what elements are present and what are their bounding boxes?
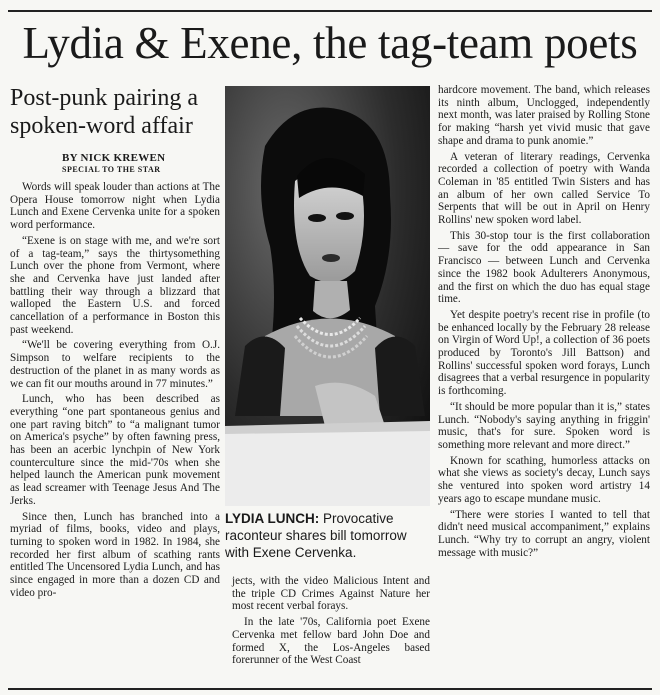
top-rule <box>8 10 652 12</box>
paragraph: A veteran of literary readings, Cervenka recorded a collection of poetry with Wanda Coleman in '85 entitled Twin Sisters and has an album of her own called Service To Serpents that will be out in April on Henry Rollins' new spoken word label. <box>438 150 650 227</box>
headline: Lydia & Exene, the tag-team poets <box>22 18 638 68</box>
paragraph: Words will speak louder than actions at The Opera House tomorrow night when Lydia Lunch and Exene Cervenka unite for a spoken word performance. <box>10 181 220 232</box>
paragraph: Lunch, who has been described as everything “one part spontaneous genius and one part raving bitch” to “a malignant tumor on America's psyche” by often fawning press, has been an acerbic lynchpin of New York counterculture since the mid-'70s when she helped launch the American punk movement as lead screamer with Teenage Jesus And The Jerks. <box>10 393 220 507</box>
caption-subject: LYDIA LUNCH: <box>225 511 320 526</box>
caption-text: Provocative raconteur shares bill tomorrow with Exene Cervenka. <box>225 511 407 560</box>
article-column-1 <box>10 181 220 603</box>
paragraph: “Exene is on stage with me, and we're sort of a tag-team,” says the thirtysomething Lunch over the phone from Vermont, where she and Cervenka have just landed after battling their way through a blizzard that walloped the Eastern U.S. and forced cancellation of a performance in Boston this past weekend. <box>10 234 220 336</box>
paragraph: This 30-stop tour is the first collaboration — save for the odd appearance in San Francisco — between Lunch and Cervenka since the 1982 book Adulterers Anonymous, and the first on which the duo has equal stage time. <box>438 229 650 306</box>
paragraph: jects, with the video Malicious Intent and the triple CD Crimes Against Nature her most recent verbal forays. <box>232 575 430 613</box>
bottom-rule <box>8 688 652 690</box>
byline <box>62 152 222 176</box>
paragraph: Since then, Lunch has branched into a myriad of films, books, video and plays, turning to spoken word in 1982. In 1984, she recorded her first album of scathing rants entitled The Uncensored Lydia Lunch, and has since engaged in more than a dozen CD and video pro- <box>10 510 220 599</box>
paragraph: “There were stories I wanted to tell that didn't need musical accompaniment,” explains Lunch. “Why try to corrupt an angry, violent message with music?” <box>438 508 650 559</box>
paragraph: “We'll be covering everything from O.J. Simpson to welfare recipients to the destruction of the planet in as many words as we can fit our mouths around in 77 minutes.” <box>10 339 220 390</box>
photo-caption <box>225 510 430 561</box>
deck-subheadline: Post-punk pairing a spoken-word affair <box>10 85 198 139</box>
paragraph: Known for scathing, humorless attacks on what she views as society's decay, Lunch says she ventured into spoken word artistry 14 years ago to escape mundane music. <box>438 454 650 505</box>
article-column-3 <box>438 84 650 562</box>
byline-affiliation: SPECIAL TO THE STAR <box>62 165 161 174</box>
photo-lydia-lunch <box>225 86 430 506</box>
paragraph: In the late '70s, California poet Exene Cervenka met fellow bard John Doe and formed X, the Los-Angeles based forerunner of the West Coast <box>232 616 430 667</box>
paragraph: Yet despite poetry's recent rise in profile (to be enhanced locally by the February 28 release on Virgin of Word Up!, a collection of 36 poets produced by Toronto's Jill Battson) and Rollins' successful spoken word forays, Lunch disagrees that a verbal resurgence in popularity is forthcoming. <box>438 308 650 398</box>
byline-author: BY NICK KREWEN <box>62 152 166 164</box>
paragraph: “It should be more popular than it is,” states Lunch. “Nobody's saying anything in friggin' music, that's for sure. Spoken word is something more relevant and more direct.” <box>438 400 650 451</box>
paragraph: hardcore movement. The band, which releases its ninth album, Unclogged, independently next month, was later praised by Rolling Stone for making “harsh yet vivid music that gave shape and drama to punk anomie.” <box>438 84 650 147</box>
portrait-image <box>225 86 430 506</box>
article-column-2 <box>232 575 430 670</box>
